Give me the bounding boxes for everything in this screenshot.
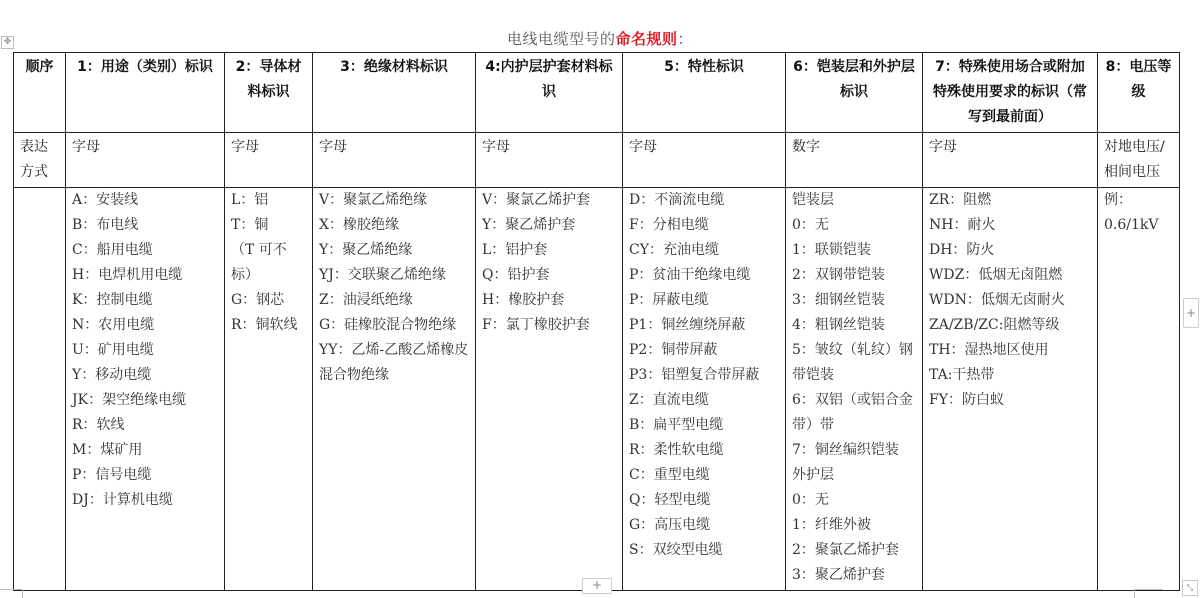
expression-characteristic[interactable]: 字母 bbox=[623, 133, 786, 188]
list-item: 铠装层 bbox=[792, 192, 834, 208]
list-item: F：氯丁橡胶护套 bbox=[482, 317, 590, 333]
table-resize-icon[interactable]: ⤡ bbox=[1182, 580, 1198, 596]
expression-sheath[interactable]: 字母 bbox=[476, 133, 623, 188]
list-item: P3：铝塑复合带屏蔽 bbox=[629, 367, 760, 383]
list-item: C：重型电缆 bbox=[629, 467, 710, 483]
list-item: G：钢芯 bbox=[231, 292, 285, 308]
header-conductor[interactable]: 2：导体材料标识 bbox=[225, 53, 313, 133]
expression-usage[interactable]: 字母 bbox=[66, 133, 225, 188]
expression-armor[interactable]: 数字 bbox=[786, 133, 923, 188]
list-item: 3：聚乙烯护套 bbox=[792, 567, 885, 583]
list-item: TH：湿热地区使用 bbox=[929, 342, 1049, 358]
conductor-codes-cell[interactable] bbox=[225, 188, 313, 591]
list-item: H：橡胶护套 bbox=[482, 292, 565, 308]
list-item: 7：铜丝编织铠装 bbox=[792, 442, 899, 458]
list-item: R：铜软线 bbox=[231, 317, 298, 333]
list-item: P：贫油干绝缘电缆 bbox=[629, 267, 751, 283]
list-item: 外护层 bbox=[792, 467, 834, 483]
list-item: Y：聚乙烯护套 bbox=[482, 217, 576, 233]
header-characteristic[interactable]: 5：特性标识 bbox=[623, 53, 786, 133]
list-item: C：船用电缆 bbox=[72, 242, 153, 258]
list-item: L：铝 bbox=[231, 192, 269, 208]
expression-label[interactable]: 表达方式 bbox=[14, 133, 66, 188]
list-item: Y：聚乙烯绝缘 bbox=[319, 242, 413, 258]
list-item: 0.6/1kV bbox=[1104, 217, 1159, 233]
list-item: K：控制电缆 bbox=[72, 292, 153, 308]
list-item: 2：双钢带铠装 bbox=[792, 267, 885, 283]
expression-row bbox=[14, 133, 1180, 188]
list-item: CY：充油电缆 bbox=[629, 242, 719, 258]
list-item: ZR：阻燃 bbox=[929, 192, 992, 208]
list-item: B：扁平型电缆 bbox=[629, 417, 724, 433]
list-item: FY：防白蚁 bbox=[929, 392, 1004, 408]
codes-row bbox=[14, 188, 1180, 591]
header-order[interactable]: 顺序 bbox=[14, 53, 66, 133]
list-item: B：布电线 bbox=[72, 217, 139, 233]
list-item: TA:干热带 bbox=[929, 367, 995, 383]
special-codes-cell[interactable] bbox=[923, 188, 1098, 591]
list-item: 0：无 bbox=[792, 217, 829, 233]
list-item: R：软线 bbox=[72, 417, 125, 433]
expression-special[interactable]: 字母 bbox=[923, 133, 1098, 188]
header-armor[interactable]: 6：铠装层和外护层标识 bbox=[786, 53, 923, 133]
list-item: 6：双铝（或铝合金带）带 bbox=[792, 392, 913, 433]
sheath-codes-cell[interactable] bbox=[476, 188, 623, 591]
list-item: H：电焊机用电缆 bbox=[72, 267, 183, 283]
list-item: Q：铅护套 bbox=[482, 267, 550, 283]
list-item: S：双绞型电缆 bbox=[629, 542, 723, 558]
list-item: R：柔性软电缆 bbox=[629, 442, 724, 458]
expression-insulation[interactable]: 字母 bbox=[313, 133, 476, 188]
list-item: Z：油浸纸绝缘 bbox=[319, 292, 413, 308]
list-item: U：矿用电缆 bbox=[72, 342, 154, 358]
list-item: P1：铜丝缠绕屏蔽 bbox=[629, 317, 746, 333]
list-item: Z：直流电缆 bbox=[629, 392, 709, 408]
characteristic-codes-cell[interactable] bbox=[623, 188, 786, 591]
codes-order-cell[interactable] bbox=[14, 188, 66, 591]
list-item: JK：架空绝缘电缆 bbox=[72, 392, 187, 408]
header-usage[interactable]: 1：用途（类别）标识 bbox=[66, 53, 225, 133]
add-column-button[interactable]: + bbox=[1183, 298, 1199, 328]
armor-codes-cell[interactable] bbox=[786, 188, 923, 591]
list-item: WDZ：低烟无卤阻燃 bbox=[929, 267, 1063, 283]
list-item: DJ：计算机电缆 bbox=[72, 492, 173, 508]
title-prefix: 电线电缆型号的 bbox=[506, 30, 616, 48]
list-item: 1：纤维外被 bbox=[792, 517, 871, 533]
list-item: P2：铜带屏蔽 bbox=[629, 342, 718, 358]
list-item: P：信号电缆 bbox=[72, 467, 152, 483]
add-row-button[interactable]: + bbox=[582, 578, 612, 594]
list-item: Y：移动电缆 bbox=[72, 367, 152, 383]
list-item: 例： bbox=[1104, 192, 1132, 208]
page-corner-mark-left bbox=[0, 589, 23, 598]
header-insulation[interactable]: 3：绝缘材料标识 bbox=[313, 53, 476, 133]
list-item: L：铝护套 bbox=[482, 242, 548, 258]
voltage-codes-cell[interactable] bbox=[1098, 188, 1180, 591]
list-item: X：橡胶绝缘 bbox=[319, 217, 399, 233]
list-item: V：聚氯乙烯护套 bbox=[482, 192, 591, 208]
header-sheath[interactable]: 4:内护层护套材料标识 bbox=[476, 53, 623, 133]
list-item: M：煤矿用 bbox=[72, 442, 143, 458]
list-item: 5：皱纹（轧纹）钢带铠装 bbox=[792, 342, 913, 383]
usage-codes-cell[interactable] bbox=[66, 188, 225, 591]
insulation-codes-cell[interactable] bbox=[313, 188, 476, 591]
expression-conductor[interactable]: 字母 bbox=[225, 133, 313, 188]
document-title bbox=[0, 28, 1200, 49]
list-item: T：铜 bbox=[231, 217, 269, 233]
list-item: P：屏蔽电缆 bbox=[629, 292, 709, 308]
list-item: YJ：交联聚乙烯绝缘 bbox=[319, 267, 446, 283]
list-item: V：聚氯乙烯绝缘 bbox=[319, 192, 428, 208]
list-item: Q：轻型电缆 bbox=[629, 492, 711, 508]
list-item: D：不滴流电缆 bbox=[629, 192, 725, 208]
list-item: 4：粗钢丝铠装 bbox=[792, 317, 885, 333]
list-item: （T 可不标） bbox=[231, 242, 287, 283]
list-item: G：硅橡胶混合物绝缘 bbox=[319, 317, 457, 333]
list-item: G：高压电缆 bbox=[629, 517, 711, 533]
list-item: 2：聚氯乙烯护套 bbox=[792, 542, 899, 558]
header-row bbox=[14, 53, 1180, 133]
expression-voltage[interactable]: 对地电压/相间电压 bbox=[1098, 133, 1180, 188]
list-item: N：农用电缆 bbox=[72, 317, 155, 333]
title-suffix: ： bbox=[677, 30, 694, 48]
list-item: ZA/ZB/ZC:阻燃等级 bbox=[929, 317, 1060, 333]
list-item: WDN：低烟无卤耐火 bbox=[929, 292, 1065, 308]
title-highlight: 命名规则 bbox=[615, 30, 678, 48]
list-item: A：安装线 bbox=[72, 192, 139, 208]
list-item: 0：无 bbox=[792, 492, 829, 508]
naming-rules-table bbox=[13, 52, 1180, 591]
list-item: 1：联锁铠装 bbox=[792, 242, 871, 258]
page-corner-mark-right bbox=[1134, 589, 1163, 598]
list-item: YY：乙烯-乙酸乙烯橡皮混合物绝缘 bbox=[319, 342, 469, 383]
list-item: DH：防火 bbox=[929, 242, 995, 258]
table-move-handle-icon[interactable]: ✥ bbox=[1, 36, 14, 49]
header-special[interactable]: 7：特殊使用场合或附加特殊使用要求的标识（常写到最前面） bbox=[923, 53, 1098, 133]
list-item: F：分相电缆 bbox=[629, 217, 709, 233]
header-voltage[interactable]: 8：电压等级 bbox=[1098, 53, 1180, 133]
list-item: NH：耐火 bbox=[929, 217, 996, 233]
list-item: 3：细钢丝铠装 bbox=[792, 292, 885, 308]
